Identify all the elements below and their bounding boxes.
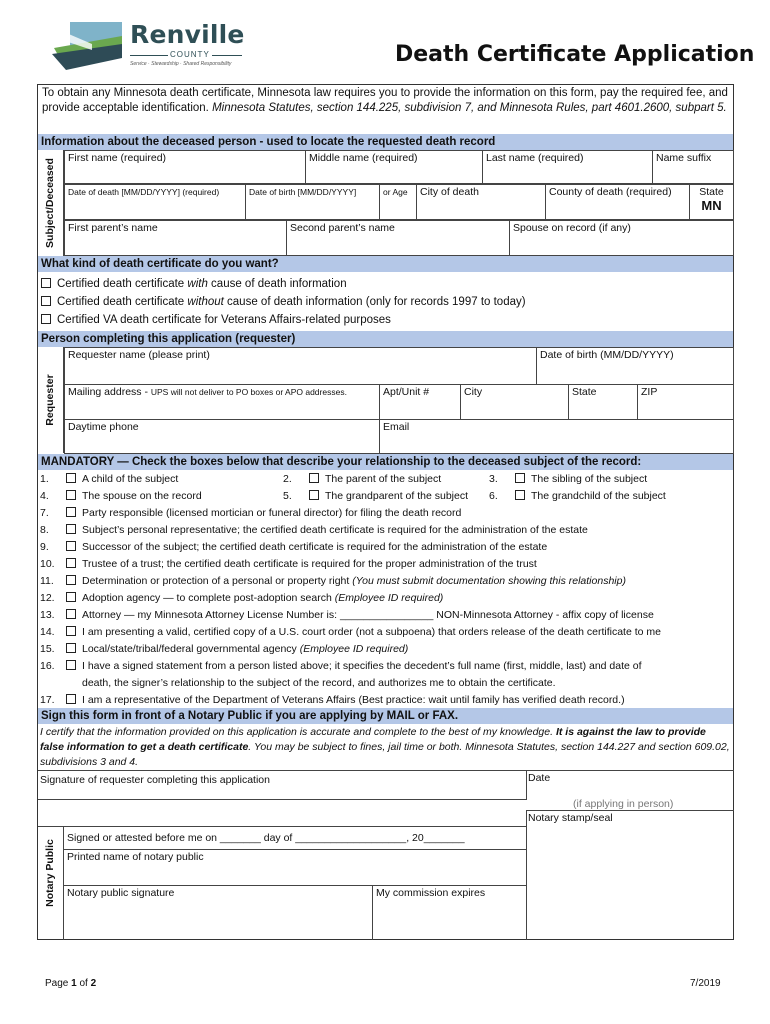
item-note: (You must submit documentation showing this relationship) [352, 575, 626, 587]
checkbox[interactable] [41, 314, 51, 324]
checkbox[interactable] [66, 643, 76, 653]
item-text: I am presenting a valid, certified copy of a U.S. court order (not a subpoena) that orders release of the death certificate to me [82, 626, 661, 638]
item-number: 3. [489, 473, 498, 485]
requester-name-label: Requester name (please print) [68, 349, 210, 361]
item-note: (Employee ID required) [299, 643, 409, 655]
date-of-birth-label: Date of birth [MM/DD/YYYY] [249, 187, 357, 197]
item-number: 12. [40, 592, 55, 604]
relationship-16[interactable] [40, 659, 642, 673]
date-of-birth-field[interactable] [245, 184, 380, 220]
city-label: City [464, 386, 483, 398]
item-text: The grandchild of the subject [531, 490, 666, 502]
option-text-post: cause of death information (only for records 1997 to today) [223, 296, 526, 308]
item-number: 5. [283, 490, 292, 502]
relationship-11[interactable] [40, 574, 626, 588]
date-of-death-label: Date of death [MM/DD/YYYY] (required) [68, 187, 220, 197]
item-text: I have a signed statement from a person listed above; it specifies the decedent’s full name (first, middle, last) and date of [82, 660, 642, 672]
name-suffix-field[interactable] [652, 150, 734, 184]
notary-signature-label: Notary public signature [67, 887, 175, 899]
option-text-post: cause of death information [207, 278, 347, 290]
item-text: Successor of the subject; the certified death certificate is required for the administration of the estate [82, 541, 548, 553]
county-of-death-field[interactable] [545, 184, 690, 220]
item-text: The spouse on the record [82, 490, 202, 502]
item-text: Local/state/tribal/federal governmental agency [82, 643, 300, 655]
zip-field[interactable] [637, 384, 734, 420]
logo-name: Renville [130, 20, 245, 49]
middle-name-field[interactable] [305, 150, 483, 184]
date-label: Date [528, 772, 551, 784]
mailing-address-note: UPS will not deliver to PO boxes or APO addresses. [150, 387, 347, 397]
option-without-cause[interactable] [41, 295, 526, 310]
item-number: 17. [40, 694, 55, 706]
item-text: A child of the subject [82, 473, 179, 485]
certification-text [40, 725, 732, 770]
apt-field[interactable] [379, 384, 461, 420]
notary-attest-field[interactable] [64, 826, 527, 850]
relationship-16-continued: death, the signer’s relationship to the subject of the record, and authorizes me to obtain the certificate. [82, 677, 556, 689]
notary-signature-field[interactable] [64, 885, 373, 940]
middle-name-label: Middle name (required) [309, 152, 418, 164]
logo-county: COUNTY [170, 50, 210, 59]
checkbox[interactable] [66, 473, 76, 483]
state-field [689, 184, 734, 220]
second-parent-field[interactable] [286, 220, 510, 256]
city-field[interactable] [460, 384, 569, 420]
page-of: of [76, 978, 91, 989]
relationship-14[interactable] [40, 625, 661, 639]
requester-name-field[interactable] [64, 347, 537, 385]
zip-label: ZIP [641, 386, 658, 398]
item-text: The parent of the subject [325, 473, 442, 485]
logo-emblem-icon [52, 18, 128, 70]
checkbox[interactable] [66, 609, 76, 619]
notary-attest-label: Signed or attested before me on _______ day of ___________________, 20_______ [67, 832, 465, 844]
checkbox[interactable] [66, 660, 76, 670]
phone-label: Daytime phone [68, 421, 139, 433]
last-name-field[interactable] [482, 150, 653, 184]
option-with-cause[interactable] [41, 277, 347, 292]
requester-section-header: Person completing this application (requester) [38, 331, 733, 347]
renville-county-logo [52, 18, 252, 70]
item-text: I am a representative of the Department of Veterans Affairs (Best practice: wait until family has verified death record.) [82, 694, 625, 706]
relationship-15[interactable] [40, 642, 408, 656]
page-total: 2 [90, 978, 97, 989]
spouse-label: Spouse on record (if any) [513, 222, 631, 234]
item-number: 4. [40, 490, 49, 502]
notary-stamp-area [526, 810, 734, 940]
intro-statute: Minnesota Statutes, section 144.225, subdivision 7, and Minnesota Rules, part 4601.2600, subpart 5. [212, 102, 727, 114]
certify-part-1: I certify that the information provided on this application is accurate and complete to the best of my knowledge. [40, 726, 556, 738]
item-text: Subject’s personal representative; the certified death certificate is required for the administration of the estate [82, 524, 588, 536]
item-number: 2. [283, 473, 292, 485]
requester-dob-field[interactable] [536, 347, 734, 385]
relationship-9[interactable] [40, 540, 547, 554]
subject-section-header: Information about the deceased person - used to locate the requested death record [38, 134, 733, 150]
checkbox[interactable] [66, 541, 76, 551]
relationship-13[interactable] [40, 608, 654, 622]
relationship-8[interactable] [40, 523, 588, 537]
relationship-7[interactable] [40, 506, 461, 520]
relationship-17[interactable] [40, 693, 625, 707]
second-parent-label: Second parent’s name [290, 222, 395, 234]
requester-state-field[interactable] [568, 384, 638, 420]
item-text: Adoption agency — to complete post-adoption search [82, 592, 335, 604]
first-name-field[interactable] [64, 150, 306, 184]
commission-expires-field[interactable] [372, 885, 527, 940]
option-text-em: without [187, 296, 224, 308]
item-number: 6. [489, 490, 498, 502]
checkbox[interactable] [66, 524, 76, 534]
page-pre: Page [45, 978, 72, 989]
checkbox[interactable] [515, 473, 525, 483]
relationship-6[interactable] [489, 489, 666, 503]
relationship-1[interactable] [40, 472, 178, 486]
checkbox[interactable] [66, 592, 76, 602]
first-parent-label: First parent’s name [68, 222, 158, 234]
state-label: State [699, 186, 724, 198]
subject-side-label: Subject/Deceased [44, 158, 56, 248]
item-number: 13. [40, 609, 55, 621]
checkbox[interactable] [515, 490, 525, 500]
commission-expires-label: My commission expires [376, 887, 486, 899]
option-text-pre: Certified death certificate [57, 296, 188, 308]
item-number: 10. [40, 558, 55, 570]
option-text-pre: Certified death certificate [57, 278, 188, 290]
item-text: The sibling of the subject [531, 473, 648, 485]
date-of-death-field[interactable] [64, 184, 246, 220]
logo-rule-left [130, 55, 168, 56]
relationship-4[interactable] [40, 489, 202, 503]
intro-body: To obtain any Minnesota death certificate, Minnesota law requires you to provide the information on this form, pay the required fee, and provide acceptable identification. [42, 87, 728, 114]
logo-rule-right [212, 55, 242, 56]
item-number: 1. [40, 473, 49, 485]
notary-side-label: Notary Public [44, 839, 56, 907]
certify-bold: It is against the law to provide false information to get a death certificate [40, 726, 706, 753]
sign-section-header: Sign this form in front of a Notary Public if you are applying by MAIL or FAX. [38, 708, 733, 724]
checkbox[interactable] [66, 694, 76, 704]
certify-part-2: . You may be subject to fines, jail time or both. Minnesota Statutes, section 144.227 and section 609.02, subdivisions 3 and 4. [40, 741, 730, 768]
item-text: Determination or protection of a personal or property right [82, 575, 353, 587]
checkbox[interactable] [66, 626, 76, 636]
name-suffix-label: Name suffix [656, 152, 712, 164]
item-number: 16. [40, 660, 55, 672]
requester-dob-label: Date of birth (MM/DD/YYYY) [540, 349, 674, 361]
page-number [45, 978, 96, 989]
item-number: 8. [40, 524, 49, 536]
state-value: MN [701, 198, 722, 213]
checkbox[interactable] [41, 296, 51, 306]
checkbox[interactable] [309, 490, 319, 500]
age-field[interactable] [379, 184, 417, 220]
notary-printed-name-label: Printed name of notary public [67, 851, 204, 863]
spouse-field[interactable] [509, 220, 734, 256]
email-label: Email [383, 421, 410, 433]
signature-label: Signature of requester completing this application [40, 774, 270, 786]
item-note: (Employee ID required) [334, 592, 444, 604]
item-number: 7. [40, 507, 49, 519]
item-text: Party responsible (licensed mortician or funeral director) for filing the death record [82, 507, 462, 519]
item-number: 14. [40, 626, 55, 638]
city-of-death-field[interactable] [416, 184, 546, 220]
city-of-death-label: City of death [420, 186, 479, 198]
relationship-12[interactable] [40, 591, 443, 605]
last-name-label: Last name (required) [486, 152, 584, 164]
notary-printed-name-field[interactable] [64, 849, 527, 886]
or-age-label: or Age [383, 187, 408, 197]
option-text-em: with [187, 278, 208, 290]
checkbox[interactable] [66, 490, 76, 500]
mailing-address-field[interactable] [64, 384, 380, 420]
item-number: 15. [40, 643, 55, 655]
kind-section-header: What kind of death certificate do you want? [38, 256, 733, 272]
option-va[interactable] [41, 313, 391, 328]
intro-text [42, 86, 730, 116]
requester-state-label: State [572, 386, 597, 398]
county-of-death-label: County of death (required) [549, 186, 672, 198]
item-text: Attorney — my Minnesota Attorney License Number is: ________________ NON-Minnesota Attorney - affix copy of license [82, 609, 654, 621]
option-text-pre: Certified VA death certificate for Veterans Affairs-related purposes [57, 314, 391, 326]
requester-side-label: Requester [44, 374, 56, 426]
item-text: Trustee of a trust; the certified death certificate is required for the proper administration of the trust [82, 558, 537, 570]
first-name-label: First name (required) [68, 152, 167, 164]
checkbox[interactable] [66, 575, 76, 585]
checkbox[interactable] [66, 507, 76, 517]
checkbox[interactable] [309, 473, 319, 483]
mailing-address-label: Mailing address - [68, 386, 151, 398]
if-applying-note: (if applying in person) [573, 798, 674, 810]
logo-tagline: Service · Stewardship · Shared Responsibility [130, 61, 232, 67]
relationship-5[interactable] [283, 489, 468, 503]
form-version: 7/2019 [690, 978, 721, 989]
checkbox[interactable] [41, 278, 51, 288]
relationship-2[interactable] [283, 472, 441, 486]
item-number: 9. [40, 541, 49, 553]
apt-label: Apt/Unit # [383, 386, 430, 398]
date-field[interactable] [526, 770, 734, 800]
email-field[interactable] [379, 419, 734, 454]
phone-field[interactable] [64, 419, 380, 454]
relationship-3[interactable] [489, 472, 647, 486]
item-number: 11. [40, 575, 54, 587]
page-title: Death Certificate Application [395, 42, 755, 67]
notary-stamp-label: Notary stamp/seal [528, 812, 613, 824]
first-parent-field[interactable] [64, 220, 287, 256]
page-current: 1 [71, 978, 77, 989]
relationship-10[interactable] [40, 557, 537, 571]
mandatory-section-header: MANDATORY — Check the boxes below that describe your relationship to the deceased subject of the record: [38, 454, 733, 470]
item-text: The grandparent of the subject [325, 490, 469, 502]
checkbox[interactable] [66, 558, 76, 568]
